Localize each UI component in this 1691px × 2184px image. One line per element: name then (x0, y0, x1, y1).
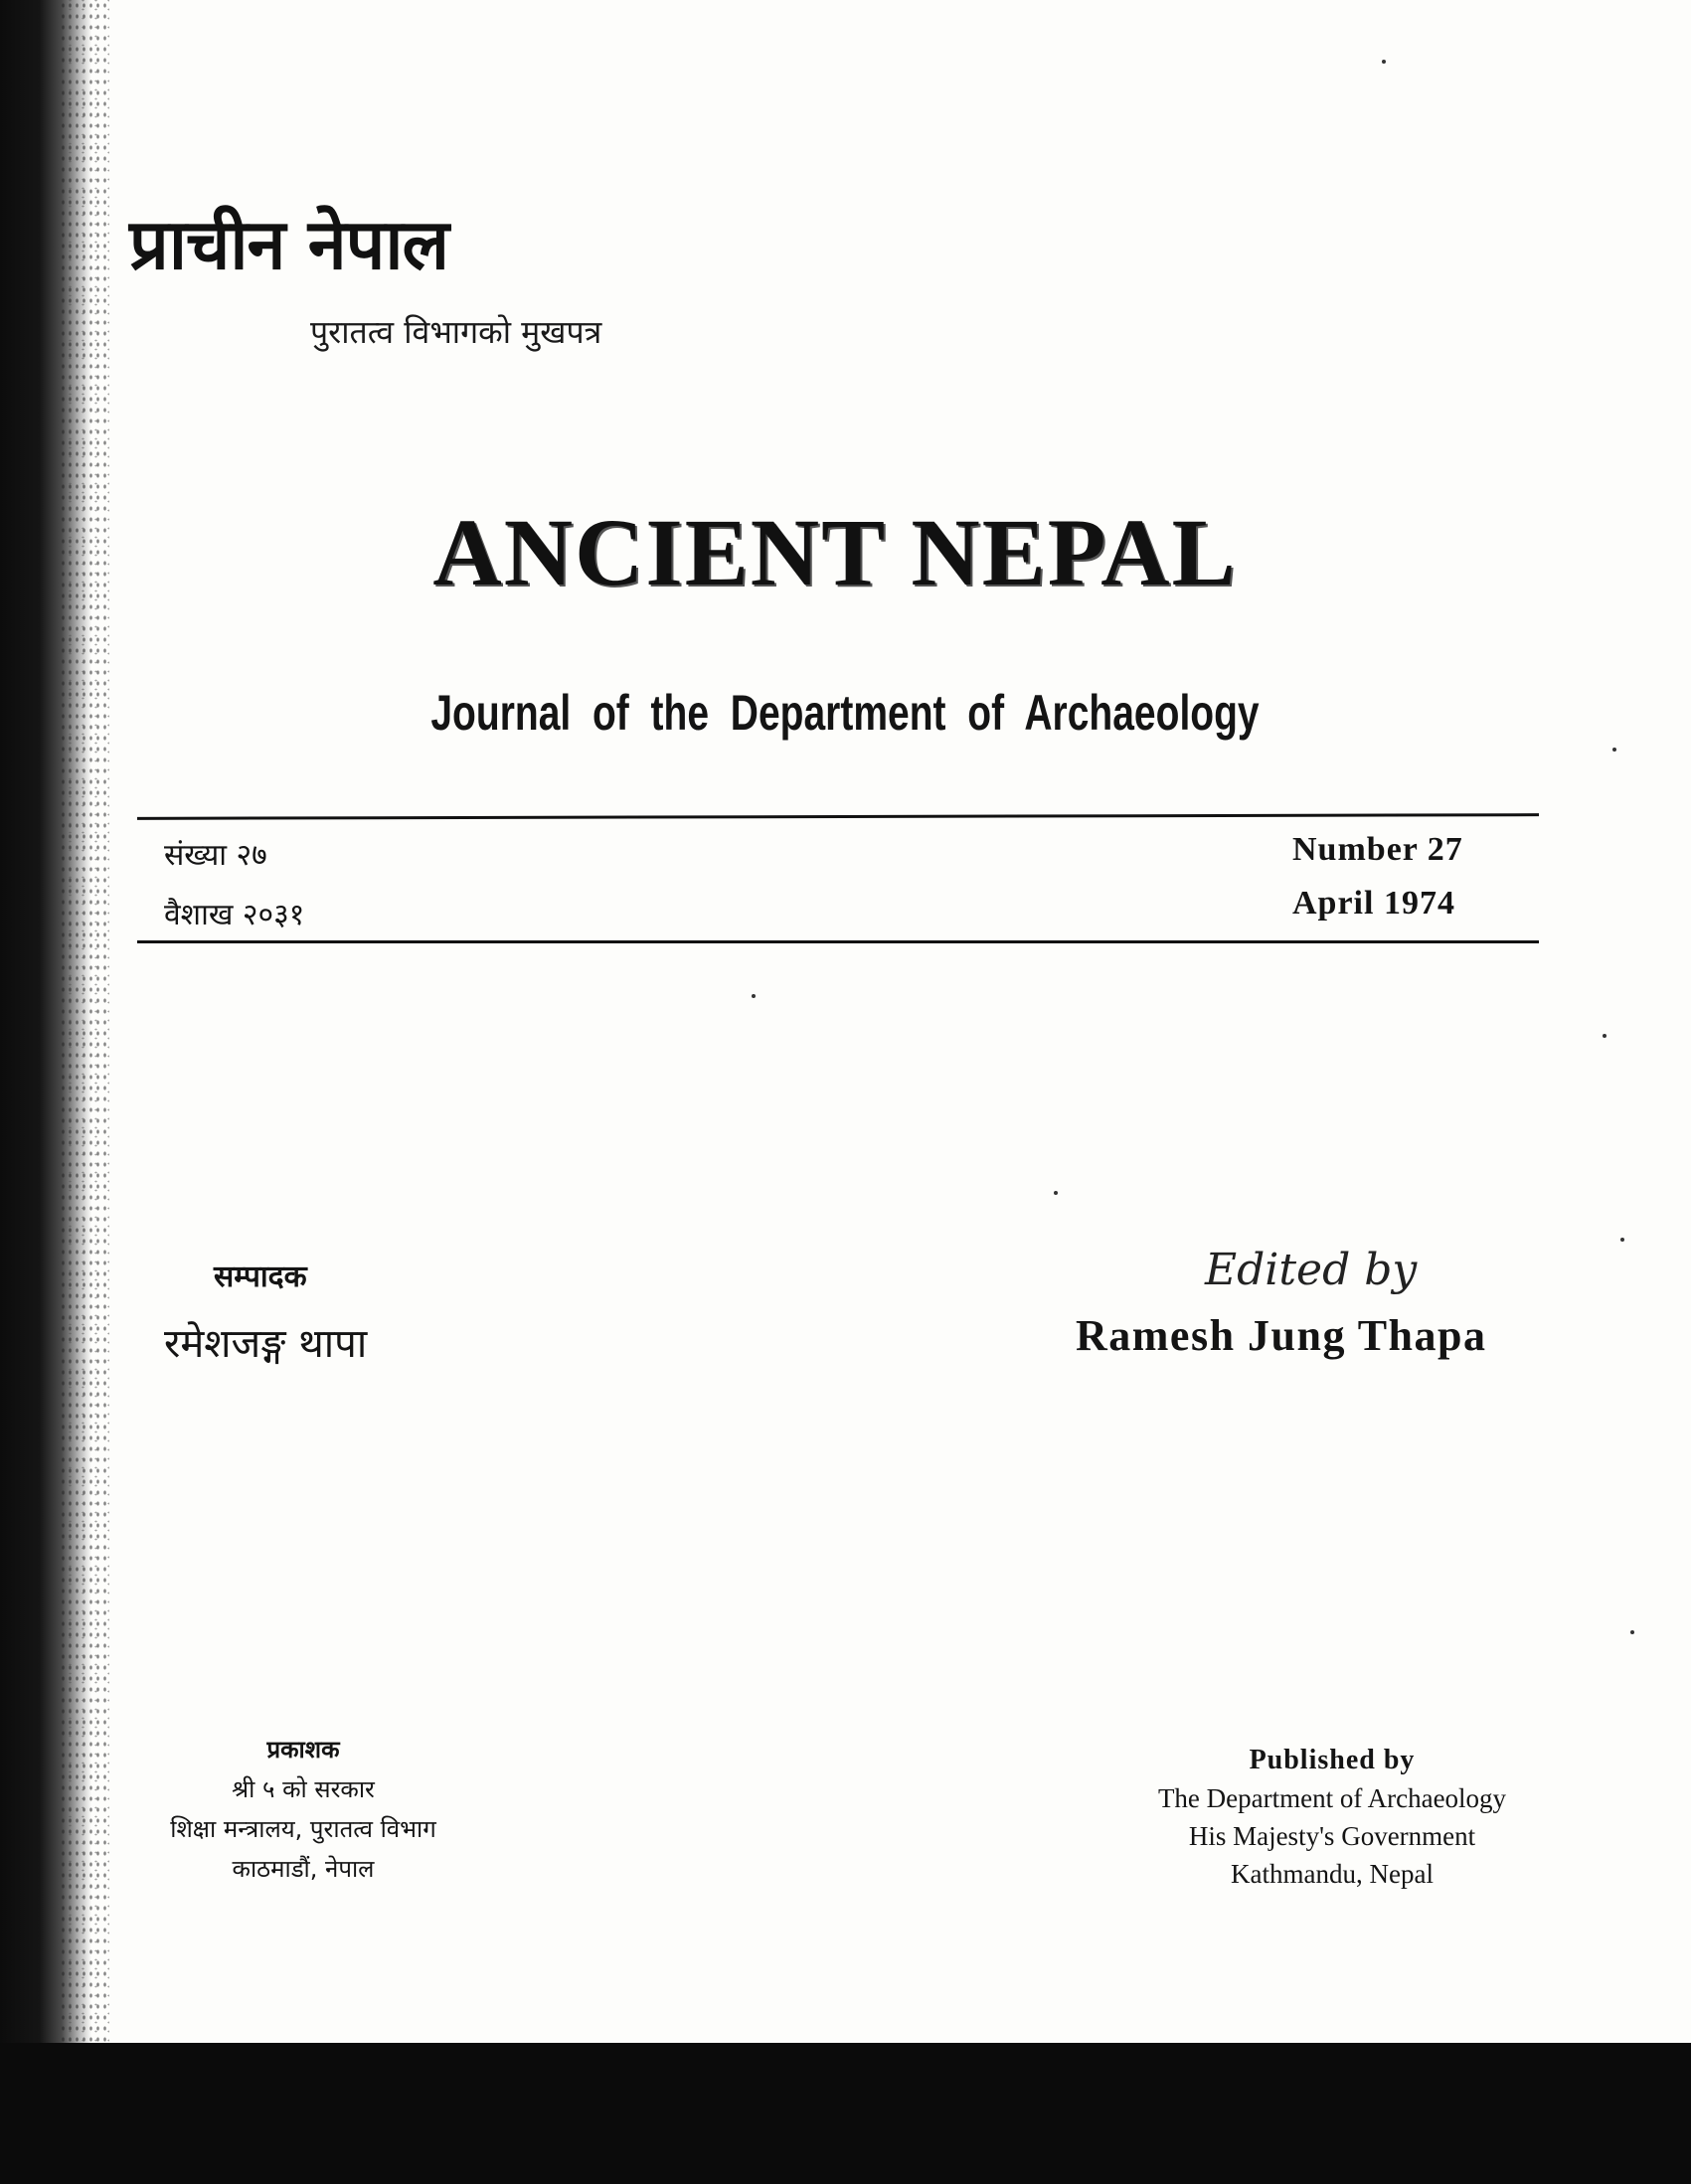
scanned-bottom-edge (0, 2043, 1691, 2184)
publisher-label: Published by (1249, 1745, 1416, 1775)
hindi-publisher-block (149, 1730, 457, 1889)
hindi-issue-number: संख्या २७ (164, 838, 267, 873)
hindi-editor-label: सम्पादक (214, 1260, 307, 1294)
editor-name: Ramesh Jung Thapa (1076, 1311, 1487, 1360)
publisher-line: The Department of Archaeology (1157, 1783, 1507, 1813)
journal-subtitle: Journal of the Department of Archaeology (430, 685, 1260, 741)
scan-speck (1630, 1630, 1634, 1634)
hindi-journal-subtitle: पुरातत्व विभागको मुखपत्र (310, 313, 602, 351)
scan-speck (1382, 60, 1386, 64)
publisher-block (1123, 1742, 1541, 1893)
editor-label: Edited by (1205, 1245, 1418, 1295)
issue-date: April 1974 (1292, 885, 1455, 922)
hindi-publisher-line: काठमाडौं, नेपाल (232, 1855, 375, 1883)
bottom-rule-divider (137, 940, 1539, 943)
scan-speck (1603, 1034, 1606, 1038)
top-rule-divider (137, 813, 1539, 820)
hindi-publisher-label: प्रकाशक (266, 1736, 340, 1764)
publisher-line: His Majesty's Government (1188, 1821, 1476, 1851)
scan-noise (60, 0, 109, 2184)
journal-title: ANCIENT NEPAL (432, 499, 1238, 605)
hindi-publisher-line: शिक्षा मन्त्रालय, पुरातत्व विभाग (170, 1815, 436, 1843)
scan-speck (1620, 1238, 1624, 1242)
hindi-editor-name: रमेशजङ्ग थापा (164, 1321, 368, 1367)
hindi-journal-title: प्राचीन नेपाल (129, 204, 448, 285)
hindi-issue-date: वैशाख २०३१ (164, 898, 305, 932)
scan-speck (1054, 1191, 1058, 1195)
publisher-line: Kathmandu, Nepal (1231, 1859, 1434, 1889)
hindi-publisher-line: श्री ५ को सरकार (232, 1775, 375, 1803)
scan-speck (752, 994, 756, 998)
scan-speck (1612, 748, 1616, 752)
issue-number: Number 27 (1292, 831, 1463, 868)
